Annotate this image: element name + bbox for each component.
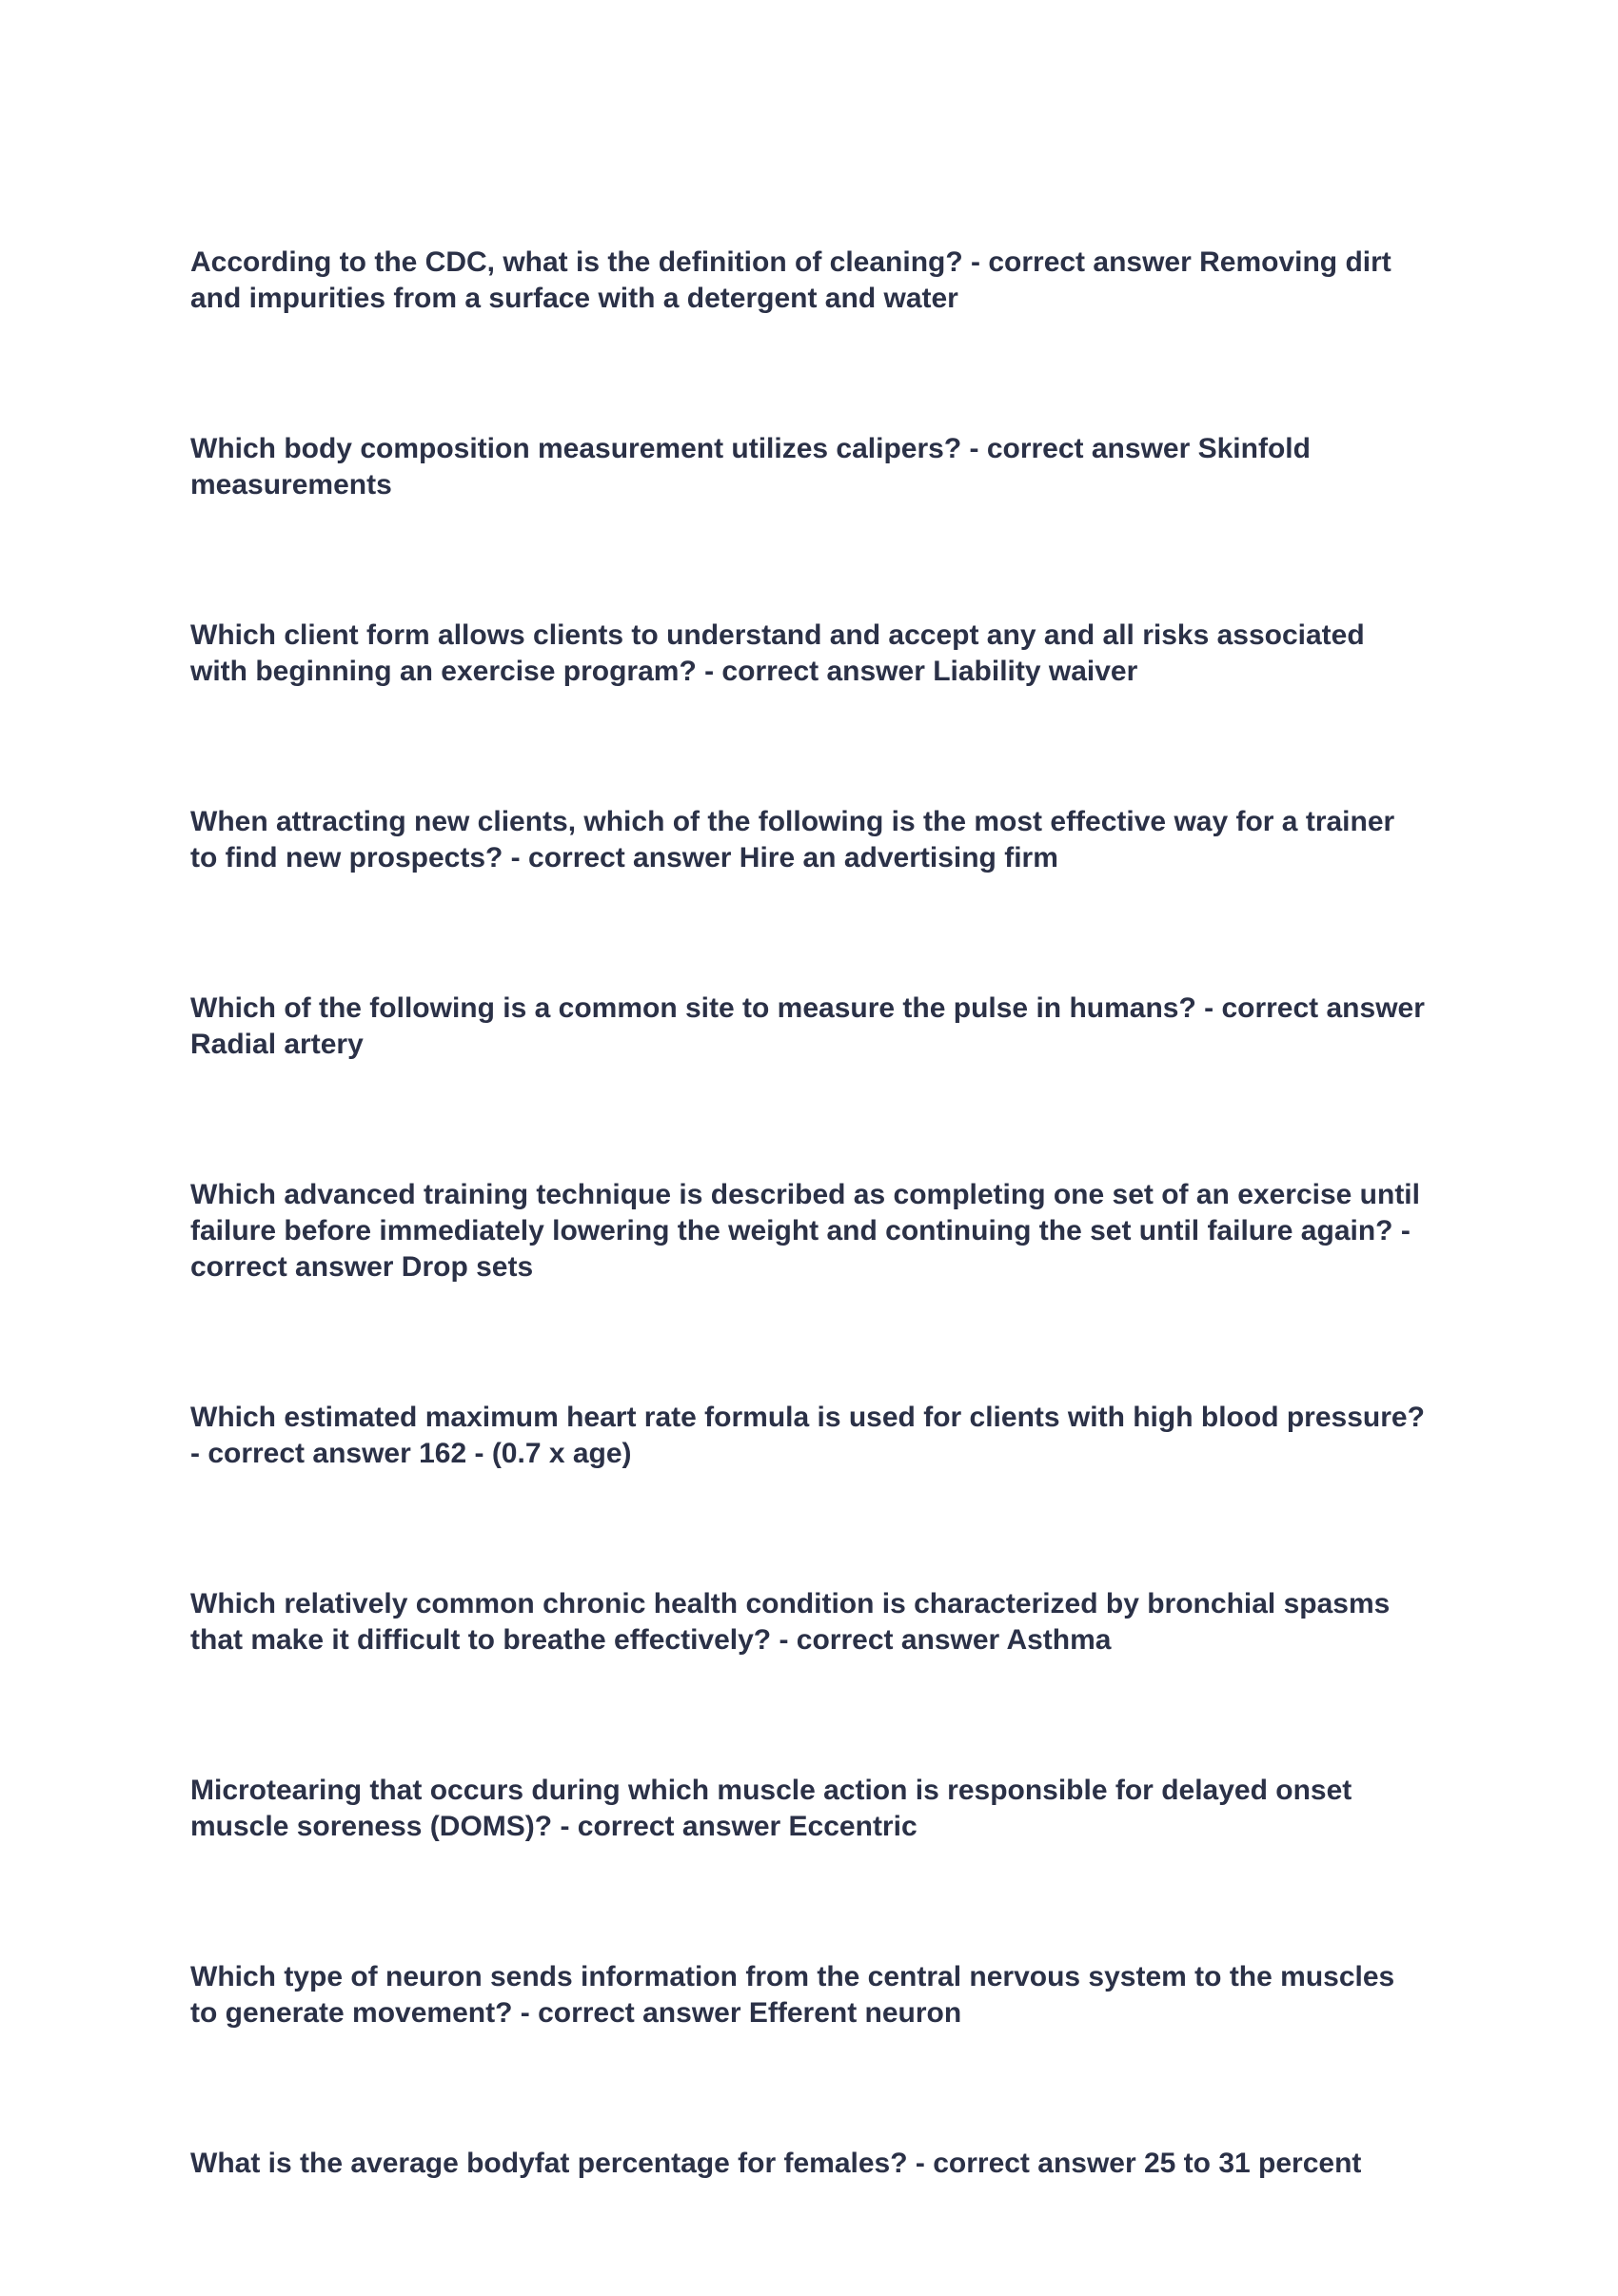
qa-list [190, 245, 1428, 2296]
qa-item: Which relatively common chronic health condition is characterized by bronchial spasms that make it difficult to breathe effectively? - correct answer Asthma [190, 1588, 1391, 1656]
qa-item: Which body composition measurement utilizes calipers? - correct answer Skinfold measurements [190, 433, 1311, 500]
qa-item: Microtearing that occurs during which muscle action is responsible for delayed onset muscle soreness (DOMS)? - correct answer Eccentric [190, 1775, 1352, 1842]
qa-item: Which estimated maximum heart rate formula is used for clients with high blood pressure? - correct answer 162 - (0.7 x age) [190, 1402, 1425, 1469]
qa-item: Which type of neuron sends information from the central nervous system to the muscles to generate movement? - correct answer Efferent neuron [190, 1961, 1395, 2029]
qa-item: When attracting new clients, which of the following is the most effective way for a trainer to find new prospects? - correct answer Hire an advertising firm [190, 806, 1395, 873]
qa-item: Which client form allows clients to understand and accept any and all risks associated with beginning an exercise program? - correct answer Liability waiver [190, 619, 1365, 687]
qa-item: What is the average bodyfat percentage for females? - correct answer 25 to 31 percent [190, 2148, 1362, 2179]
qa-item: Which advanced training technique is described as completing one set of an exercise until failure before immediately lowering the weight and continuing the set until failure again? - correct answer Drop sets [190, 1179, 1420, 1283]
qa-item: According to the CDC, what is the definition of cleaning? - correct answer Removing dirt and impurities from a surface with a detergent and water [190, 246, 1391, 314]
qa-item: Which of the following is a common site to measure the pulse in humans? - correct answer Radial artery [190, 992, 1425, 1060]
